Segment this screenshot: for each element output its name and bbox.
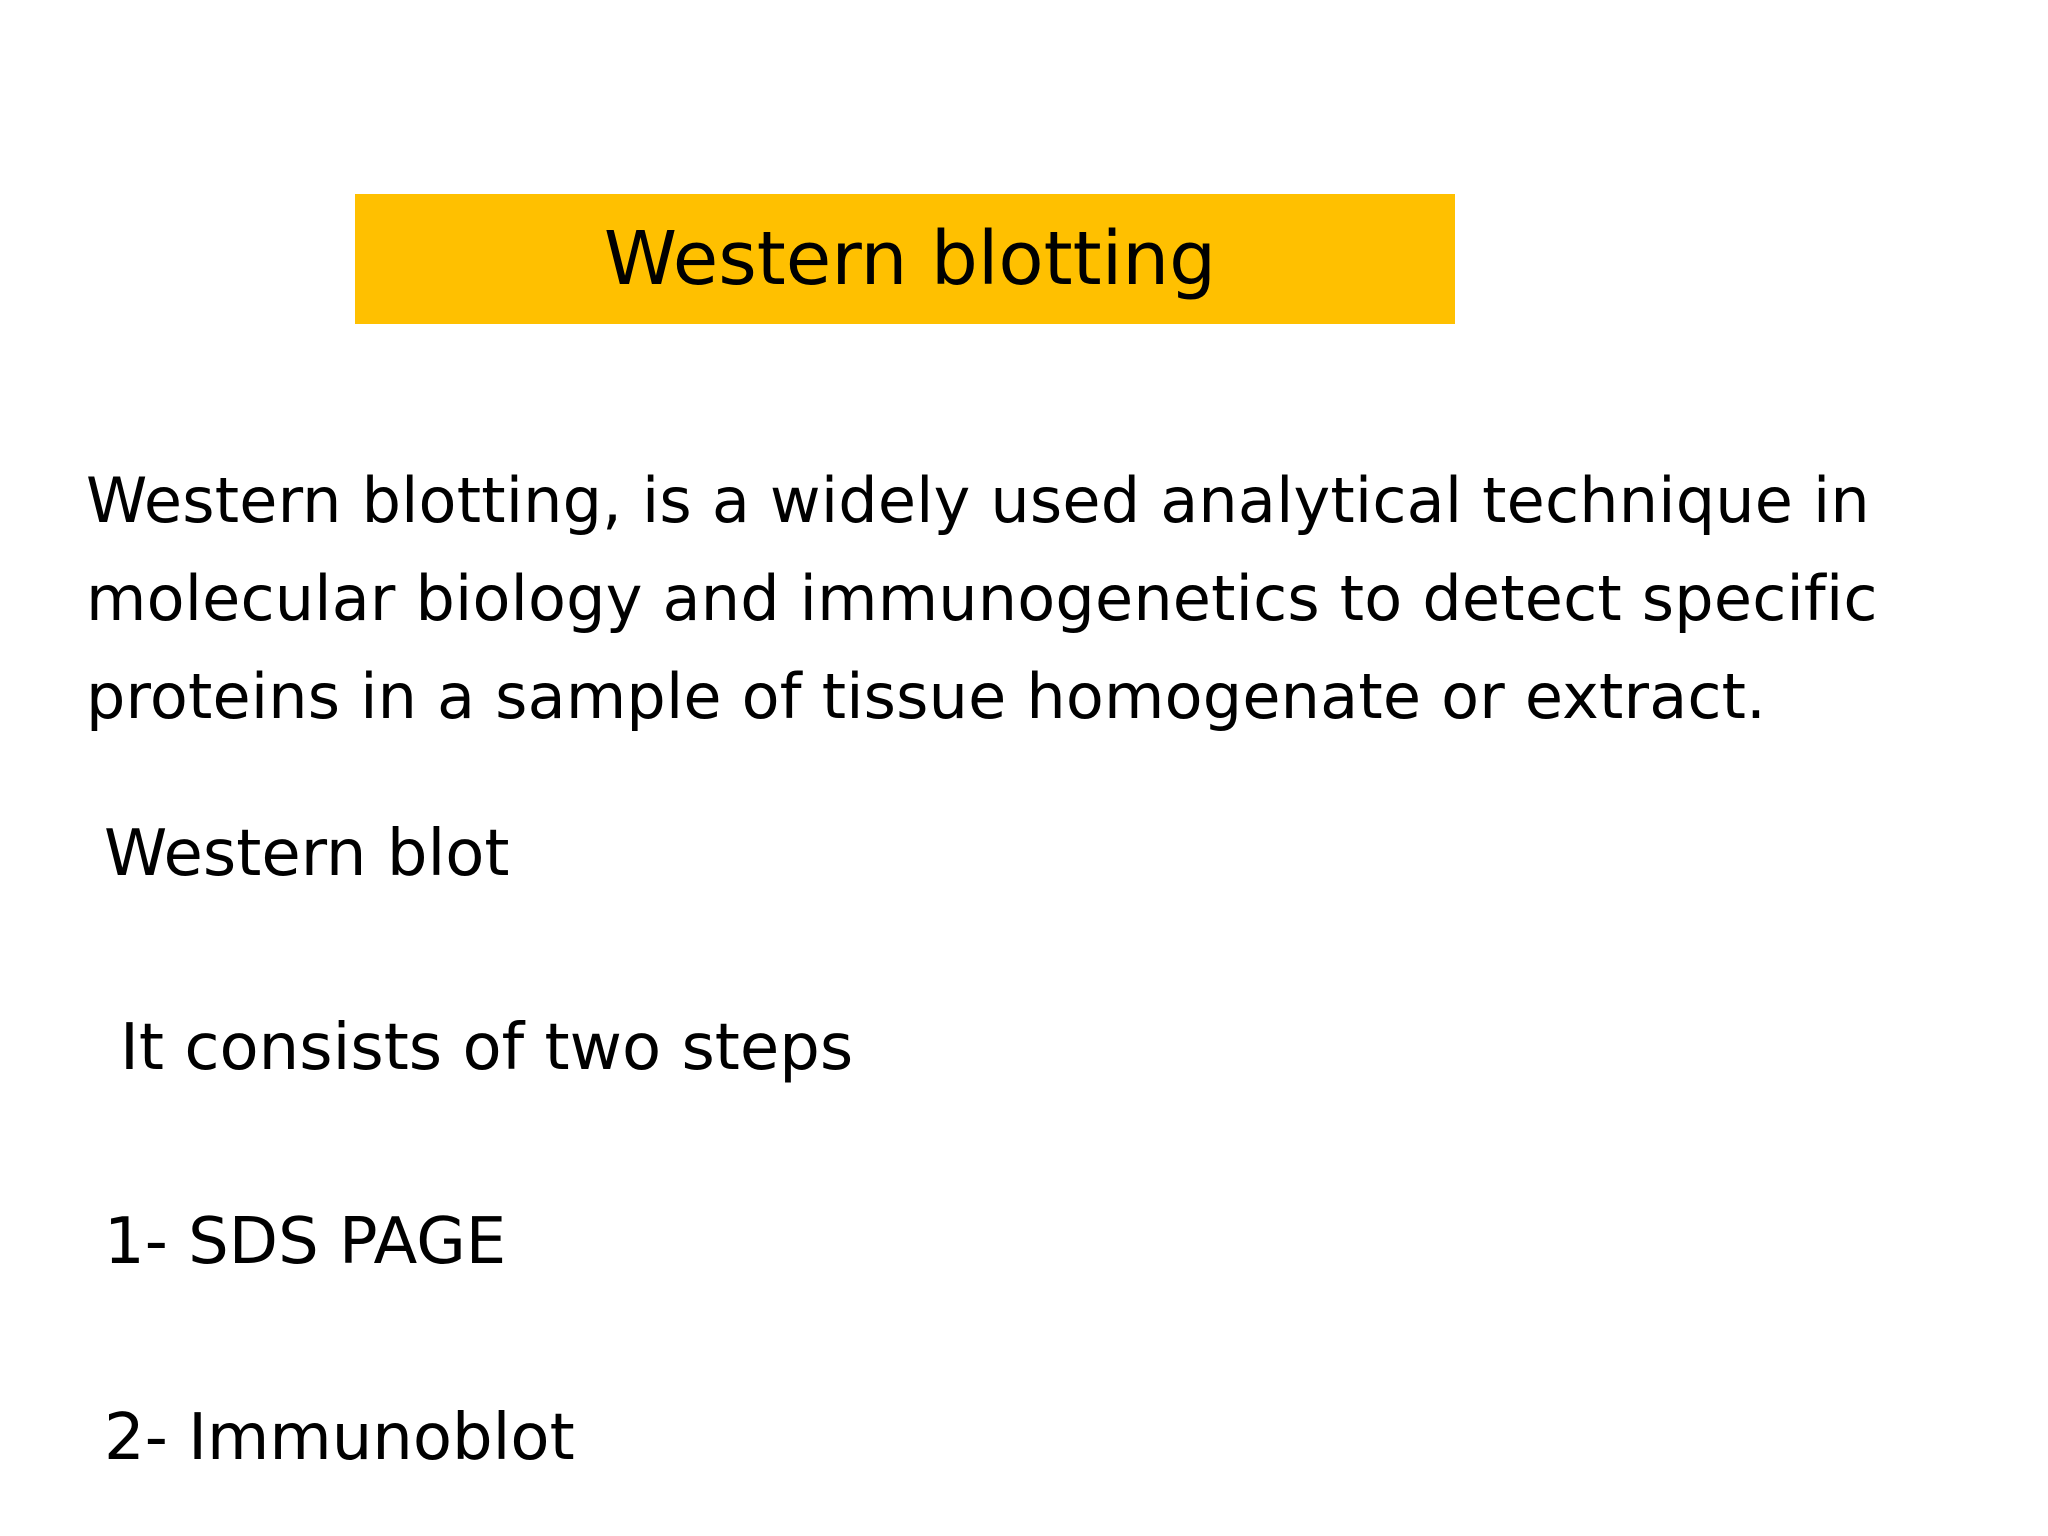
steps-intro: It consists of two steps [120, 1011, 854, 1085]
intro-line-1: Western blotting, is a widely used analytical technique in [86, 464, 1870, 537]
intro-paragraph [86, 452, 1986, 746]
intro-line-3: proteins in a sample of tissue homogenate or extract. [86, 660, 1767, 733]
step-sds-page: 1- SDS PAGE [104, 1205, 507, 1279]
title-banner [355, 194, 1455, 324]
intro-line-2: molecular biology and immunogenetics to detect specific [86, 562, 1878, 635]
slide-title: Western blotting [603, 216, 1217, 302]
step-immunoblot: 2- Immunoblot [104, 1401, 575, 1475]
western-blot-heading: Western blot [104, 817, 510, 891]
